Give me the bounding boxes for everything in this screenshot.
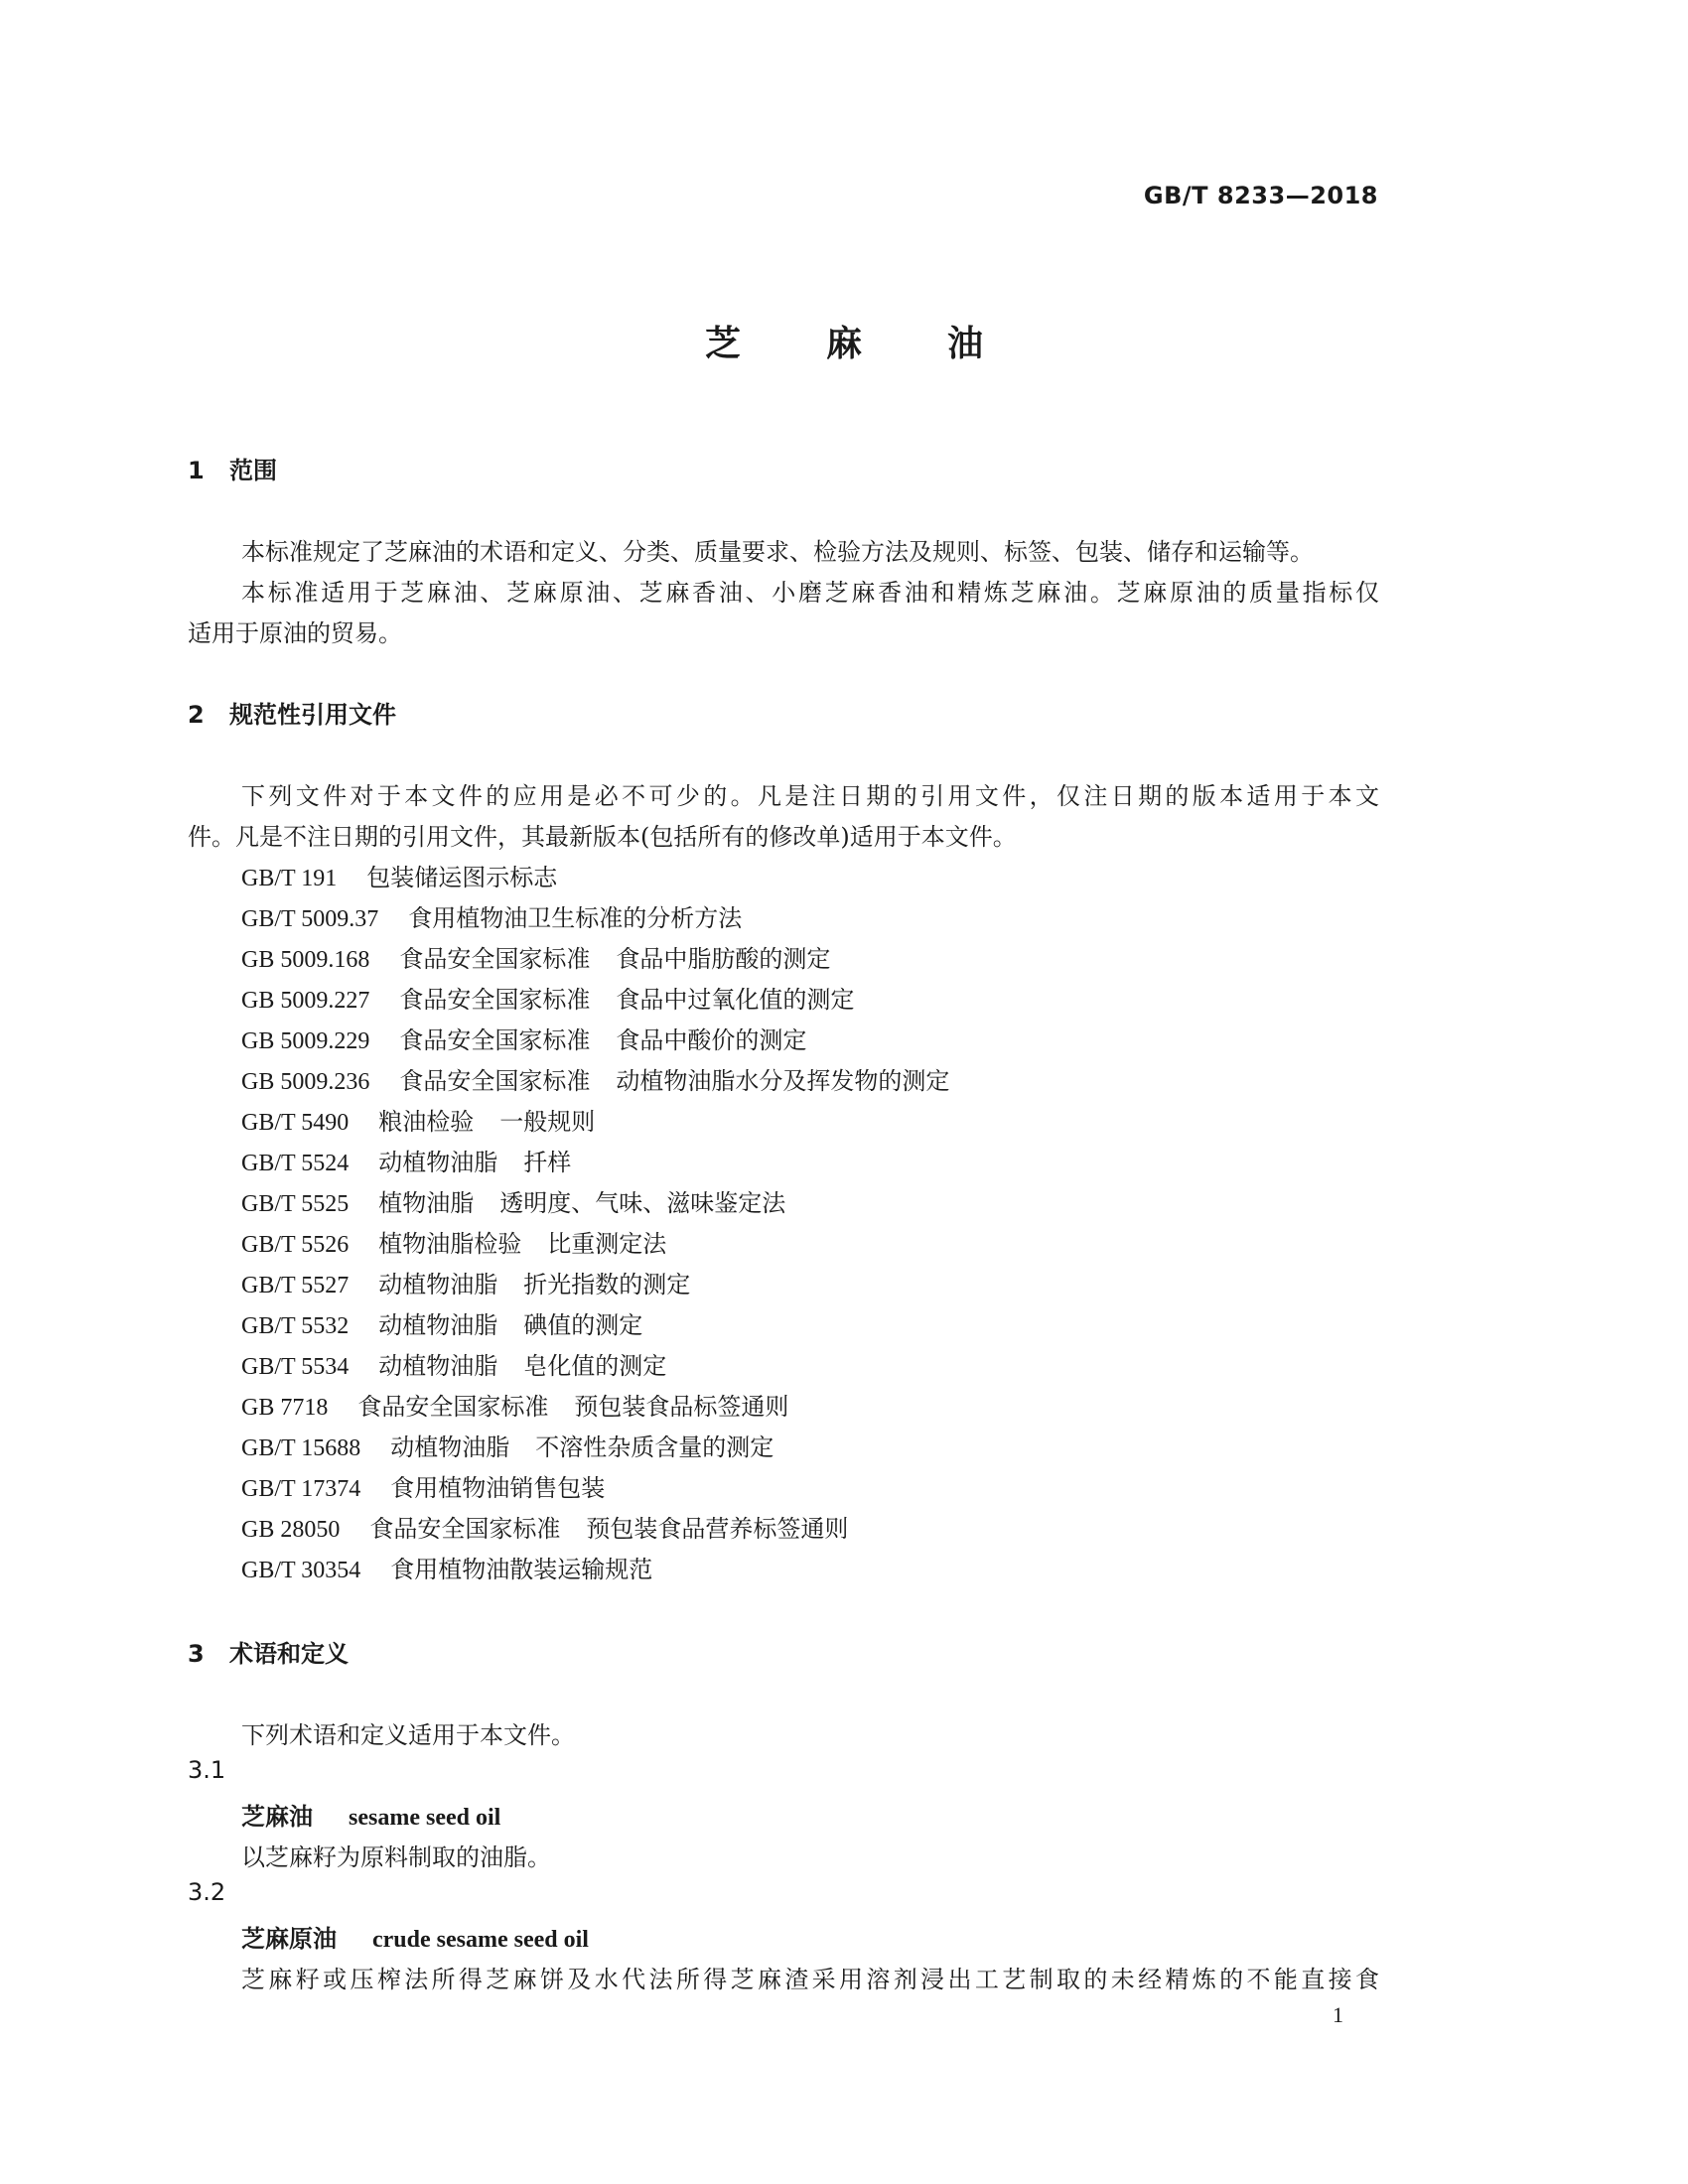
- section-number: 1: [188, 457, 205, 484]
- section-title: 范围: [229, 457, 277, 484]
- section-number: 3: [188, 1640, 205, 1668]
- term-number: 3.1: [188, 1756, 226, 1784]
- reference-item: GB/T 5525 植物油脂 透明度、气味、滋味鉴定法: [241, 1189, 786, 1217]
- term-number: 3.2: [188, 1878, 226, 1906]
- reference-item: GB/T 5009.37 食用植物油卫生标准的分析方法: [241, 904, 743, 932]
- reference-item: GB 5009.229 食品安全国家标准 食品中酸价的测定: [241, 1026, 807, 1054]
- reference-item: GB/T 191 包装储运图示标志: [241, 864, 558, 891]
- reference-item: GB/T 5524 动植物油脂 扦样: [241, 1149, 572, 1176]
- reference-item: GB/T 15688 动植物油脂 不溶性杂质含量的测定: [241, 1433, 774, 1461]
- paragraph-line: 件。凡是不注日期的引用文件，其最新版本(包括所有的修改单)适用于本文件。: [188, 823, 1017, 851]
- term-definition: 以芝麻籽为原料制取的油脂。: [241, 1843, 551, 1871]
- reference-item: GB/T 17374 食用植物油销售包装: [241, 1474, 606, 1502]
- paragraph: 本标准规定了芝麻油的术语和定义、分类、质量要求、检验方法及规则、标签、包装、储存和运输等。: [241, 538, 1314, 566]
- reference-item: GB/T 5526 植物油脂检验 比重测定法: [241, 1230, 667, 1258]
- reference-item: GB 7718 食品安全国家标准 预包装食品标签通则: [241, 1393, 789, 1421]
- term-en: sesame seed oil: [349, 1805, 501, 1831]
- section-1-heading: [188, 451, 277, 485]
- paragraph-line: 本标准适用于芝麻油、芝麻原油、芝麻香油、小磨芝麻香油和精炼芝麻油。芝麻原油的质量指标仅: [241, 579, 1379, 607]
- document-title: 芝麻油: [704, 324, 1068, 364]
- section-title: 术语和定义: [229, 1640, 349, 1668]
- page-number: 1: [1333, 2002, 1343, 2027]
- reference-item: GB 28050 食品安全国家标准 预包装食品营养标签通则: [241, 1515, 849, 1543]
- paragraph-line: 适用于原油的贸易。: [188, 619, 402, 647]
- paragraph: [241, 573, 1379, 608]
- term-zh: 芝麻油: [241, 1803, 313, 1831]
- reference-item: GB 5009.168 食品安全国家标准 食品中脂肪酸的测定: [241, 945, 831, 973]
- paragraph: [241, 776, 1379, 811]
- paragraph-line: 下列文件对于本文件的应用是必不可少的。凡是注日期的引用文件，仅注日期的版本适用于本文: [241, 782, 1379, 810]
- term-definition: [241, 1960, 1379, 1994]
- term-heading: [241, 1797, 500, 1832]
- reference-item: GB 5009.236 食品安全国家标准 动植物油脂水分及挥发物的测定: [241, 1067, 950, 1095]
- section-number: 2: [188, 701, 205, 729]
- reference-item: GB 5009.227 食品安全国家标准 食品中过氧化值的测定: [241, 986, 855, 1014]
- paragraph: 下列术语和定义适用于本文件。: [241, 1721, 575, 1749]
- reference-item: GB/T 5527 动植物油脂 折光指数的测定: [241, 1271, 691, 1298]
- reference-item: GB/T 5490 粮油检验 一般规则: [241, 1108, 596, 1136]
- section-title: 规范性引用文件: [229, 701, 396, 729]
- reference-item: GB/T 30354 食用植物油散装运输规范: [241, 1556, 653, 1583]
- section-2-heading: [188, 695, 396, 730]
- term-en: crude sesame seed oil: [372, 1927, 589, 1953]
- reference-item: GB/T 5532 动植物油脂 碘值的测定: [241, 1311, 643, 1339]
- section-3-heading: [188, 1634, 349, 1669]
- term-zh: 芝麻原油: [241, 1925, 337, 1953]
- standard-code: GB/T 8233—2018: [1143, 182, 1378, 209]
- term-heading: [241, 1919, 589, 1954]
- reference-item: GB/T 5534 动植物油脂 皂化值的测定: [241, 1352, 667, 1380]
- paragraph-line: 芝麻籽或压榨法所得芝麻饼及水代法所得芝麻渣采用溶剂浸出工艺制取的未经精炼的不能直接食: [241, 1966, 1379, 1993]
